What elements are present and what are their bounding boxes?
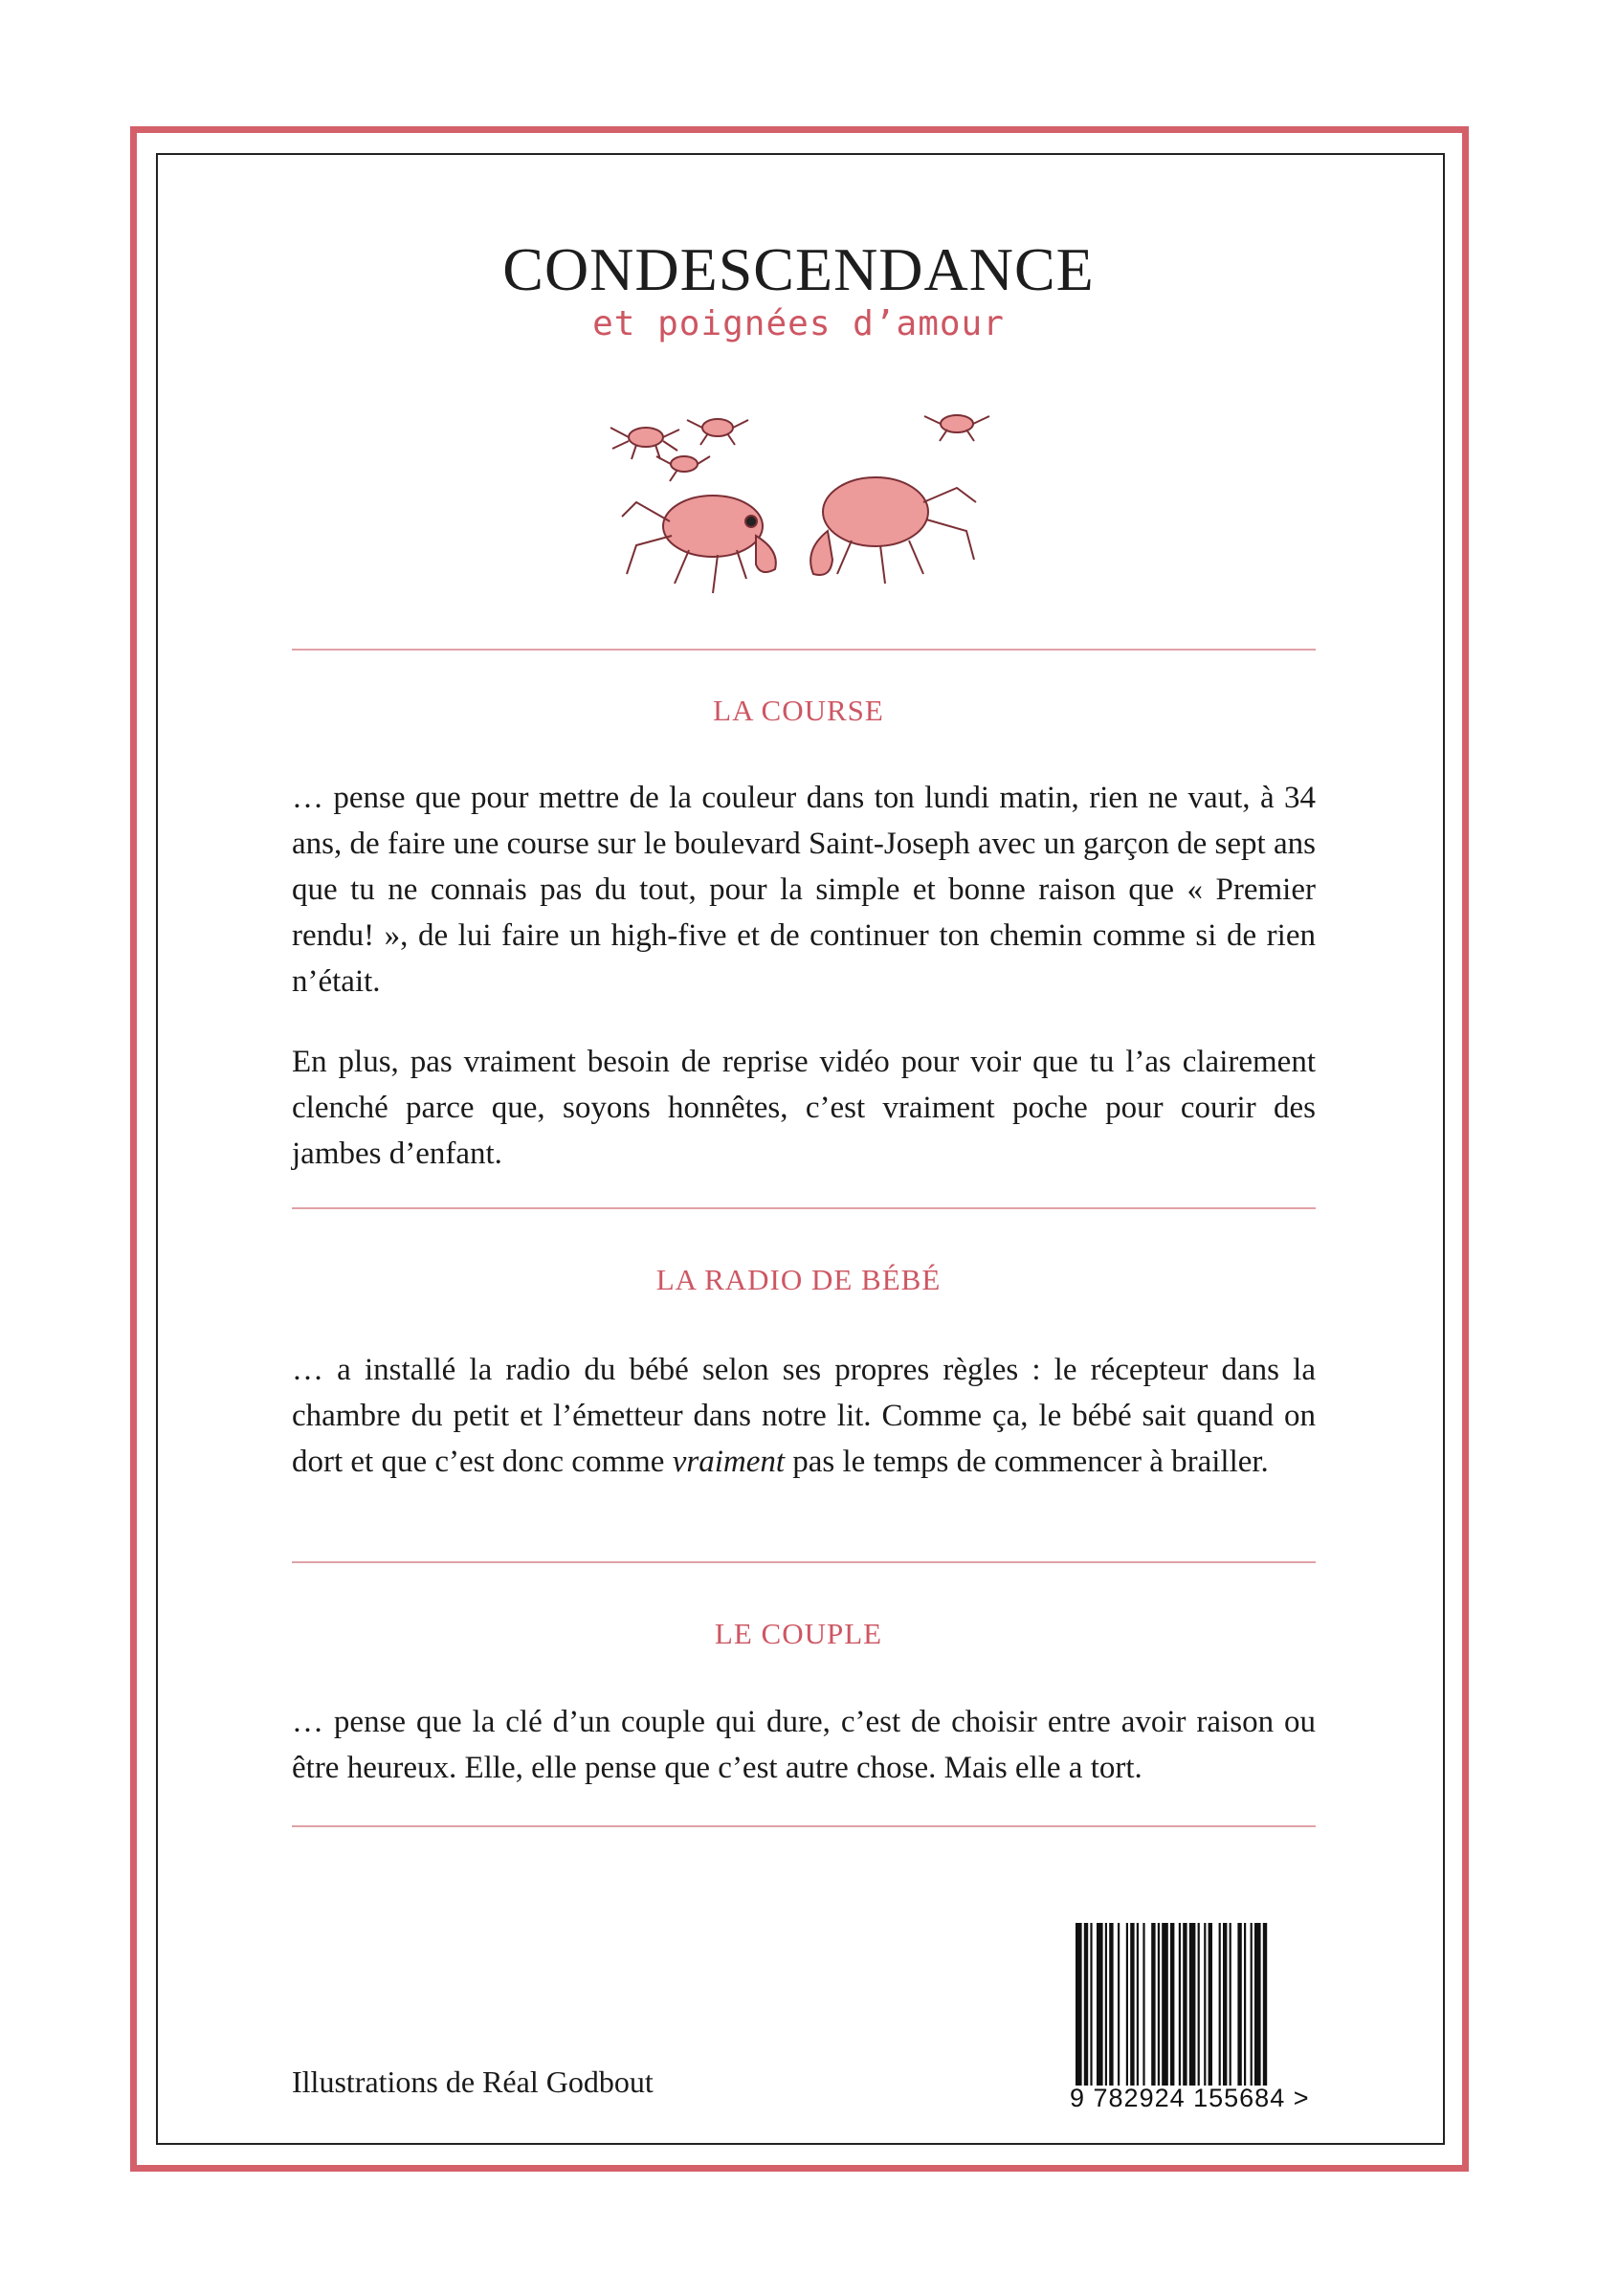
- barcode-bar: [1097, 1923, 1103, 2086]
- barcode-bar: [1084, 1923, 1088, 2086]
- section-heading-radio-bebe: LA RADIO DE BÉBÉ: [655, 1263, 942, 1296]
- barcode-bar: [1126, 1923, 1128, 2086]
- paragraph-radio-bebe-emphasis: vraiment: [672, 1445, 786, 1479]
- barcode-bar: [1109, 1923, 1113, 2086]
- barcode-bar: [1076, 1923, 1082, 2086]
- barcode-bar: [1118, 1923, 1120, 2086]
- section-divider: [292, 1561, 1316, 1563]
- barcode-bar: [1251, 1923, 1253, 2086]
- isbn-barcode: [1074, 1923, 1334, 2086]
- barcode-bar: [1090, 1923, 1092, 2086]
- barcode-bar: [1179, 1923, 1181, 2086]
- barcode-bar: [1209, 1923, 1212, 2086]
- section-divider: [292, 1207, 1316, 1209]
- small-crab-4: [924, 415, 989, 441]
- book-subtitle: et poignées d’amour: [592, 304, 1005, 343]
- barcode-bar: [1223, 1923, 1227, 2086]
- large-crab-left: [622, 496, 776, 593]
- barcode-bar: [1170, 1923, 1174, 2086]
- section-divider: [292, 1825, 1316, 1827]
- paragraph-la-course-2: En plus, pas vraiment besoin de reprise vidéo pour voir que tu l’as clairement clenché parce que, soyons honnêtes, c’est vraiment poche pour courir des jambes d’enfant.: [292, 1045, 1316, 1171]
- barcode-bar: [1204, 1923, 1206, 2086]
- barcode-bar: [1137, 1923, 1139, 2086]
- barcode-bar: [1105, 1923, 1107, 2086]
- section-divider: [292, 649, 1316, 651]
- small-crab-1: [610, 428, 679, 459]
- book-title: CONDESCENDANCE: [502, 235, 1095, 303]
- barcode-bar: [1158, 1923, 1160, 2086]
- barcode-bar: [1219, 1923, 1221, 2086]
- barcode-bar: [1230, 1923, 1231, 2086]
- crabs-illustration: [593, 407, 1014, 603]
- barcode-bar: [1189, 1923, 1196, 2086]
- barcode-bar: [1162, 1923, 1168, 2086]
- isbn-number: 9 782924 155684 >: [1070, 2084, 1310, 2112]
- section-heading-le-couple: LE COUPLE: [714, 1617, 883, 1650]
- barcode-bar: [1142, 1923, 1144, 2086]
- paragraph-le-couple: … pense que la clé d’un couple qui dure, c’est de choisir entre avoir raison ou être heureux. Elle, elle pense que c’est autre chose. Mais elle a tort.: [292, 1705, 1316, 1785]
- barcode-bar: [1198, 1923, 1200, 2086]
- barcode-bar: [1237, 1923, 1241, 2086]
- section-heading-la-course: LA COURSE: [713, 694, 884, 727]
- barcode-bar: [1244, 1923, 1246, 2086]
- paragraph-la-course-1: … pense que pour mettre de la couleur dans ton lundi matin, rien ne vaut, à 34 ans, de faire une course sur le boulevard Saint-Joseph avec un garçon de sept ans que tu ne connais pas du tout, pour la simple et bonne raison que « Premier rendu! », de lui faire un high-five et de continuer ton chemin comme si de rien n’était.: [292, 781, 1316, 999]
- barcode-bar: [1263, 1923, 1267, 2086]
- barcode-bar: [1254, 1923, 1261, 2086]
- large-crab-right: [810, 477, 976, 584]
- paragraph-radio-bebe-start: … a installé la radio du bébé selon ses propres règles : le récepteur dans la chambre du petit et l’émetteur dans notre lit. Comme ça, le bébé sait quand on dort et que c’est donc comme: [292, 1353, 1316, 1479]
- paragraph-radio-bebe-end: pas le temps de commencer à brailler.: [785, 1445, 1269, 1479]
- barcode-bar: [1151, 1923, 1155, 2086]
- illustrator-credit: Illustrations de Réal Godbout: [292, 2064, 654, 2099]
- small-crab-3: [656, 456, 710, 481]
- paragraph-radio-bebe: [292, 1347, 1316, 1485]
- small-crab-2: [687, 419, 748, 445]
- barcode-bar: [1130, 1923, 1134, 2086]
- barcode-bar: [1183, 1923, 1187, 2086]
